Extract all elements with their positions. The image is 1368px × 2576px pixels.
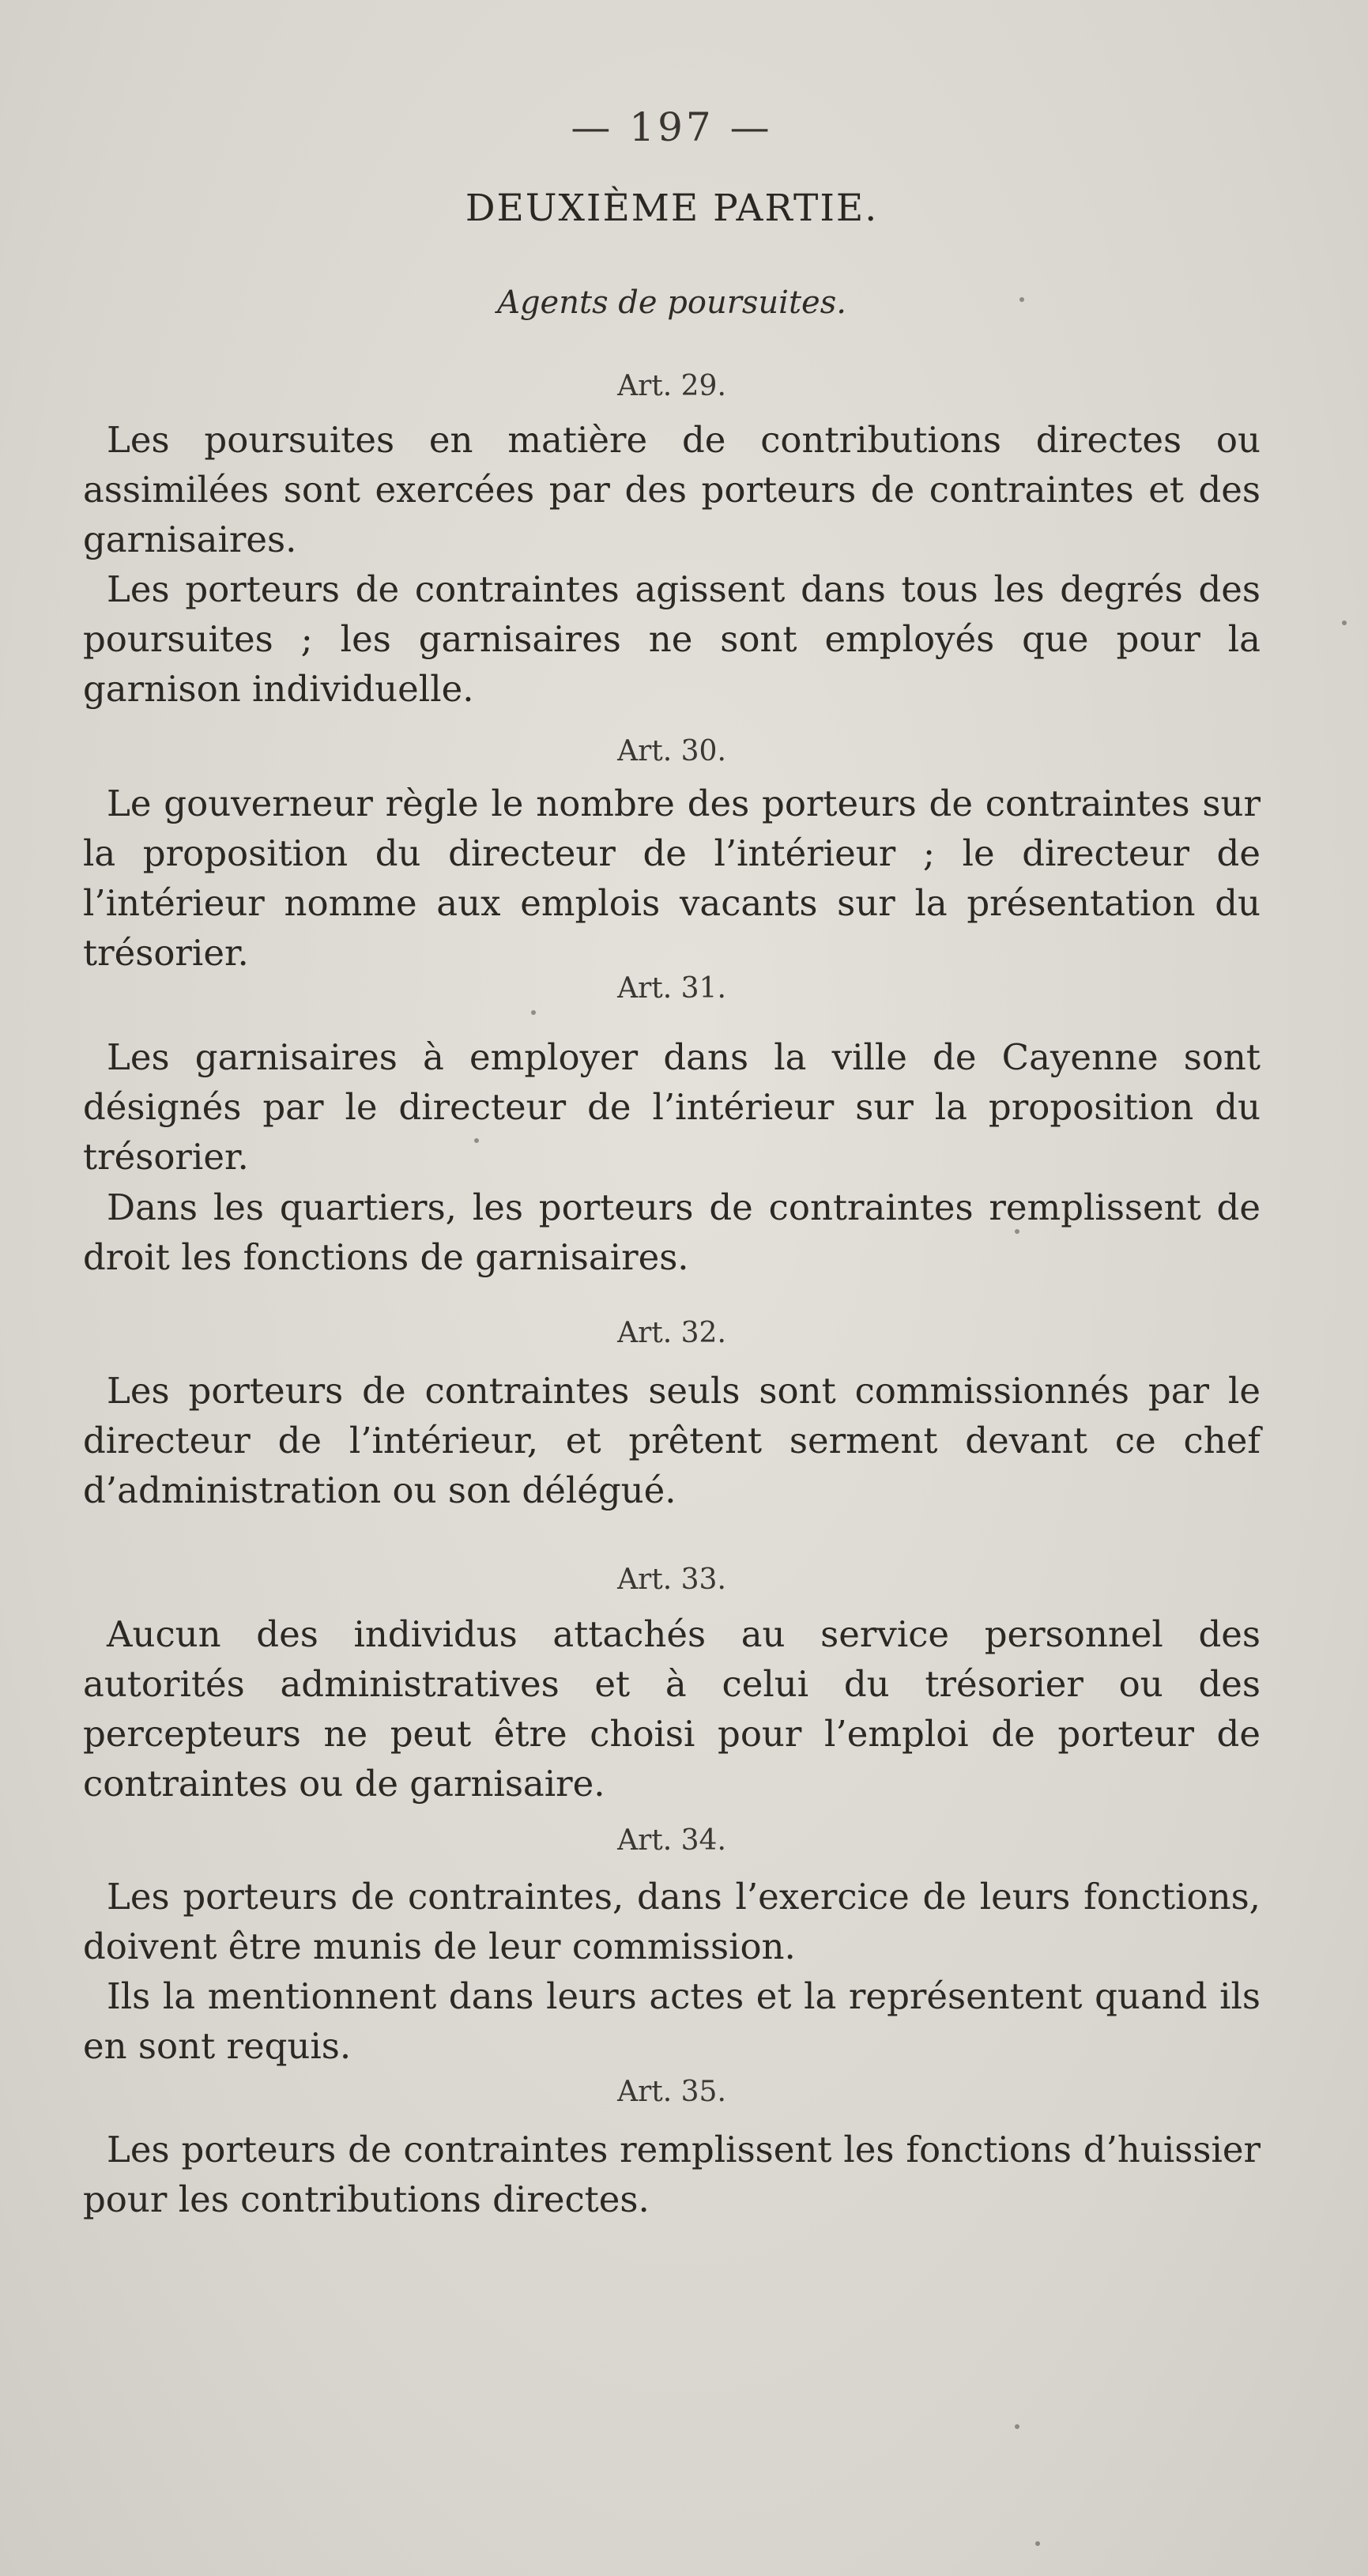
article-paragraph: Les porteurs de contraintes agissent dans tous les degrés des poursuites ; les garnisaires ne sont employés que pour la garnison individuelle. <box>83 568 1261 710</box>
article-paragraph: Dans les quartiers, les porteurs de contraintes remplissent de droit les fonctions de garnisaires. <box>83 1186 1261 1278</box>
article-heading: Art. 32. <box>617 1317 726 1349</box>
part-title: DEUXIÈME PARTIE. <box>465 187 879 230</box>
scan-speck <box>1015 2424 1019 2429</box>
scan-speck <box>1019 297 1024 302</box>
article-paragraph: Les poursuites en matière de contributions directes ou assimilées sont exercées par des porteurs de contraintes et des garnisaires. <box>83 419 1261 560</box>
article-paragraph: Les porteurs de contraintes, dans l’exercice de leurs fonctions, doivent être munis de leur commission. <box>83 1876 1261 1967</box>
article-heading: Art. 35. <box>617 2076 726 2108</box>
scan-speck <box>1342 620 1347 625</box>
article-heading: Art. 30. <box>617 735 726 768</box>
scan-speck <box>531 1010 536 1015</box>
article-paragraph: Le gouverneur règle le nombre des porteurs de contraintes sur la proposition du directeur de l’intérieur ; le directeur de l’intérieur nomme aux emplois vacants sur la présentation du trésorier. <box>83 783 1261 974</box>
article-paragraph: Les porteurs de contraintes remplissent les fonctions d’huissier pour les contributions directes. <box>83 2129 1261 2220</box>
article-paragraph: Les porteurs de contraintes seuls sont commissionnés par le directeur de l’intérieur, et prêtent serment devant ce chef d’administration ou son délégué. <box>83 1370 1261 1511</box>
article-paragraph: Les garnisaires à employer dans la ville de Cayenne sont désignés par le directeur de l’intérieur sur la proposition du trésorier. <box>83 1036 1261 1178</box>
page-number: — 197 — <box>571 104 773 150</box>
scan-speck <box>474 1138 479 1143</box>
section-title: Agents de poursuites. <box>497 285 846 321</box>
scan-speck <box>1015 1229 1019 1234</box>
scan-speck <box>1035 2541 1040 2546</box>
article-heading: Art. 33. <box>617 1563 726 1596</box>
article-heading: Art. 29. <box>617 370 726 402</box>
article-paragraph: Ils la mentionnent dans leurs actes et la représentent quand ils en sont requis. <box>83 1975 1261 2067</box>
article-paragraph: Aucun des individus attachés au service personnel des autorités administratives et à celui du trésorier ou des percepteurs ne peut être choisi pour l’emploi de porteur de contraintes ou de garnisaire. <box>83 1613 1261 1805</box>
article-heading: Art. 31. <box>617 972 726 1005</box>
article-heading: Art. 34. <box>617 1824 726 1857</box>
